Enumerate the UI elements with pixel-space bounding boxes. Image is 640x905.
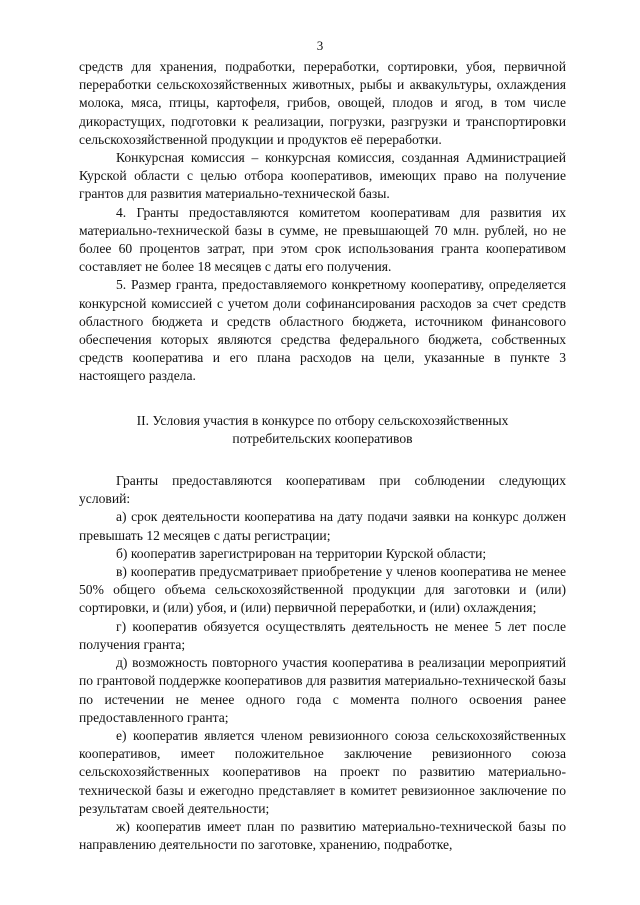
condition-a: а) срок деятельности кооператива на дату подачи заявки на конкурс должен превышать 12 месяцев с даты регистрации;	[79, 509, 566, 543]
section-heading-line-1: II. Условия участия в конкурсе по отбору сельскохозяйственных	[136, 412, 509, 428]
condition-zh: ж) кооператив имеет план по развитию материально-технической базы по направлению деятельности по заготовке, хранению, подработке,	[79, 818, 566, 853]
condition-b: б) кооператив зарегистрирован на территории Курской области;	[116, 545, 487, 561]
section-heading-line-2: потребительских кооперативов	[232, 430, 413, 446]
paragraph-conditions-intro: Гранты предоставляются кооперативам при соблюдении следующих условий:	[79, 473, 566, 507]
page-number: 3	[316, 38, 324, 53]
condition-g: г) кооператив обязуется осуществлять деятельность не менее 5 лет после получения гранта;	[79, 618, 566, 652]
section-heading	[79, 412, 566, 448]
paragraph-continuation: средств для хранения, подработки, переработки, сортировки, убоя, первичной переработки сельскохозяйственных животных, рыбы и аквакультуры, охлаждения молока, мяса, птицы, картофеля, грибов, овощей, плодов и ягод, в том числе дикорастущих, подготовки к реализации, погрузки, разгрузки и транспортировки сельскохозяйственной продукции и продуктов её переработки.	[79, 59, 566, 147]
paragraph-item-5: 5. Размер гранта, предоставляемого конкретному кооперативу, определяется конкурсной комиссией с учетом доли софинансирования расходов за счет средств областного бюджета и средств областного бюджета, источником финансового обеспечения которых являются средства федерального бюджета, собственных средств кооператива и его плана расходов на цели, указанные в пункте 3 настоящего раздела.	[79, 277, 566, 384]
document-body	[79, 58, 566, 854]
condition-v: в) кооператив предусматривает приобретение у членов кооператива не менее 50% общего объема сельскохозяйственной продукции для заготовки и (или) сортировки, и (или) убоя, и (или) первичной переработки, и (или) охлаждения;	[79, 564, 566, 616]
paragraph-definition-commission: Конкурсная комиссия – конкурсная комиссия, созданная Администрацией Курской области с целью отбора кооперативов, имеющих право на получение грантов для развития материально-технической базы.	[79, 150, 566, 202]
condition-d: д) возможность повторного участия кооператива в реализации мероприятий по грантовой поддержке кооперативов для развития материально-технической базы по истечении не менее одного года с момента полного освоения ранее предоставленного гранта;	[79, 655, 566, 725]
paragraph-item-4: 4. Гранты предоставляются комитетом кооперативам для развития их материально-технической базы в сумме, не превышающей 70 млн. рублей, но не более 60 процентов затрат, при этом срок использования гранта кооперативом составляет не более 18 месяцев с даты его получения.	[79, 204, 566, 275]
condition-e: е) кооператив является членом ревизионного союза сельскохозяйственных кооперативов, имеет положительное заключение ревизионного союза сельскохозяйственных кооперативов на проект по развитию материально-технической базы и ежегодно представляет в комитет ревизионное заключение по результатам своей деятельности;	[79, 727, 566, 816]
